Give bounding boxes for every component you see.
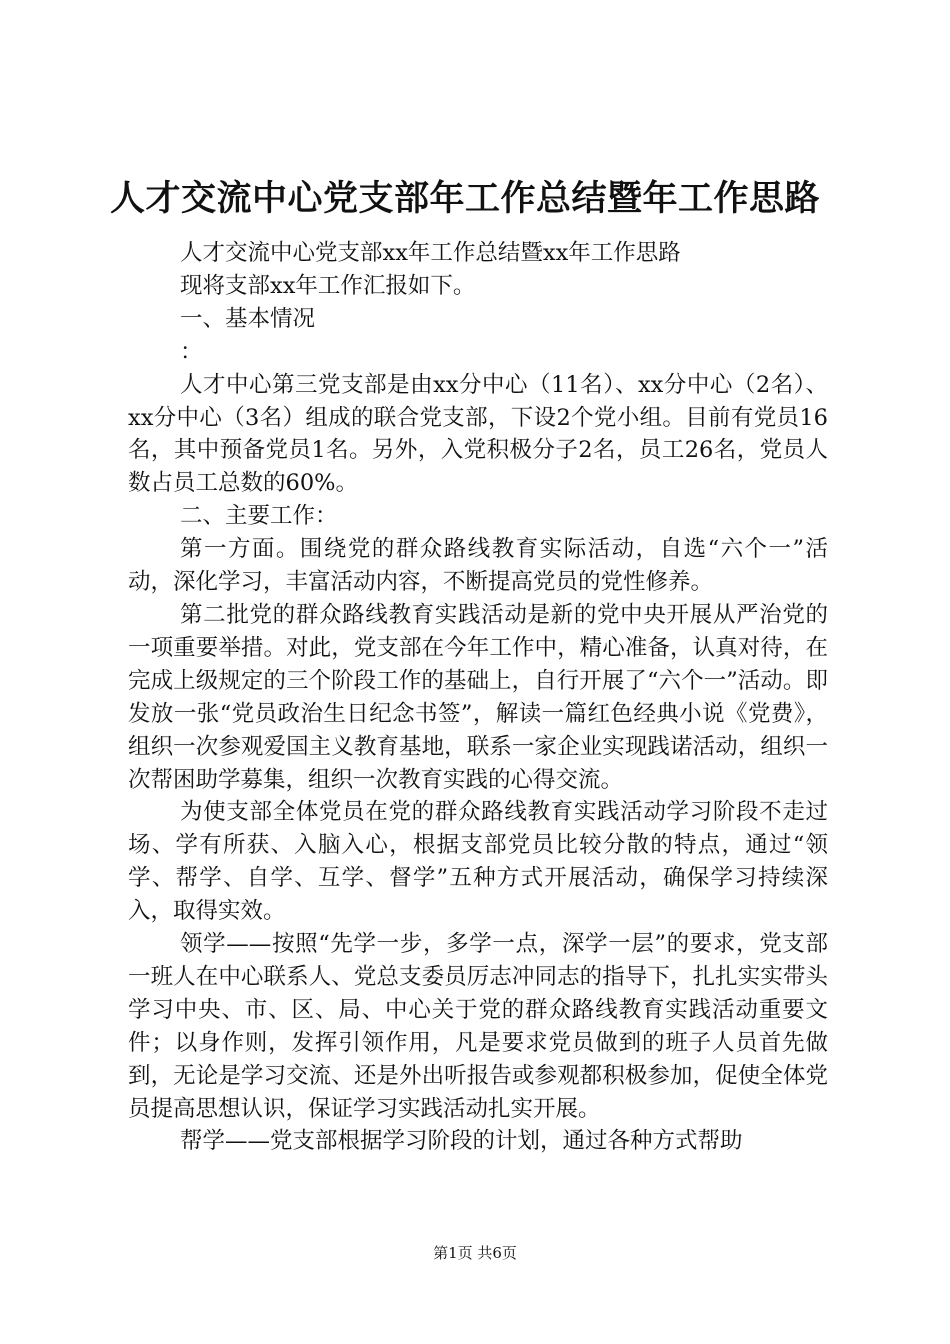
paragraph: 现将支部xx年工作汇报如下。 [180,272,476,299]
paragraph: ： [180,338,203,365]
document-title: 人才交流中心党支部年工作总结暨年工作思路 [110,178,821,219]
paragraph: 人才交流中心党支部xx年工作总结暨xx年工作思路 [180,240,681,266]
section-heading: 一、基本情况 [180,305,316,332]
section-heading: 二、主要工作： [180,503,338,530]
paragraph: 人才中心第三党支部是由xx分中心（11名）、xx分中心（2名）、xx分中心（3名）组成的联合党支部，下设2个党小组。目前有党员16名，其中预备党员1名。另外，入党积极分子2名，员工26名，党员人数占员工总数的60%。 [128,371,828,497]
document-body [128,237,828,1158]
page-footer: 第1页 共6页 [433,1244,517,1262]
paragraph: 领学——按照“先学一步，多学一点，深学一层”的要求，党支部一班人在中心联系人、党总支委员厉志冲同志的指导下，扎扎实实带头学习中央、市、区、局、中心关于党的群众路线教育实践活动重要文件；以身作则，发挥引领作用，凡是要求党员做到的班子人员首先做到，无论是学习交流、还是外出听报告或参观都积极参加，促使全体党员提高思想认识，保证学习实践活动扎实开展。 [128,931,828,1122]
paragraph: 第一方面。围绕党的群众路线教育实际活动，自选“六个一”活动，深化学习，丰富活动内容，不断提高党员的党性修养。 [128,536,828,596]
paragraph: 为使支部全体党员在党的群众路线教育实践活动学习阶段不走过场、学有所获、入脑入心，根据支部党员比较分散的特点，通过“领学、帮学、自学、互学、督学”五种方式开展活动，确保学习持续深入，取得实效。 [128,799,828,925]
paragraph: 帮学——党支部根据学习阶段的计划，通过各种方式帮助 [180,1128,743,1155]
paragraph: 第二批党的群众路线教育实践活动是新的党中央开展从严治党的一项重要举措。对此，党支部在今年工作中，精心准备，认真对待，在完成上级规定的三个阶段工作的基础上，自行开展了“六个一”活动。即发放一张“党员政治生日纪念书签”，解读一篇红色经典小说《党费》，组织一次参观爱国主义教育基地，联系一家企业实现践诺活动，组织一次帮困助学募集，组织一次教育实践的心得交流。 [128,601,828,793]
